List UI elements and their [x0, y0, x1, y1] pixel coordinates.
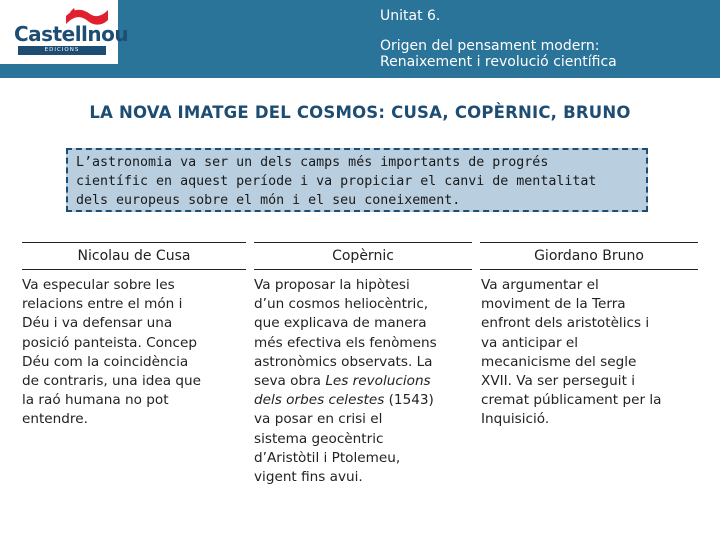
text-line: la raó humana no pot	[22, 392, 169, 409]
intro-line: L’astronomia va ser un dels camps més importants de progrés	[76, 155, 549, 170]
column-heading-cusa: Nicolau de Cusa	[22, 242, 246, 270]
unit-label: Unitat 6.	[380, 8, 441, 24]
text-line: relacions entre el món i	[22, 296, 183, 313]
text-line	[254, 372, 474, 391]
text-line: mecanicisme del segle	[481, 353, 637, 370]
text-line: va anticipar el	[481, 334, 579, 351]
text-line: posició panteista. Concep	[22, 334, 198, 351]
text-line: XVII. Va ser perseguit i	[481, 373, 635, 390]
intro-line: dels europeus sobre el món i el seu coneixement.	[76, 193, 461, 208]
intro-line: científic en aquest període i va propiciar el canvi de mentalitat	[76, 174, 597, 189]
text-fragment: (1543)	[384, 392, 434, 409]
text-line: més efectiva els fenòmens	[254, 334, 437, 351]
logo-name: Castellnou	[14, 22, 129, 46]
text-line: entendre.	[22, 411, 88, 428]
text-line: Va proposar la hipòtesi	[254, 277, 410, 293]
text-line: va posar en crisi el	[254, 411, 383, 428]
text-line: de contraris, una idea que	[22, 373, 201, 390]
column-heading-copernic: Copèrnic	[254, 242, 472, 270]
text-line: Va especular sobre les	[22, 277, 175, 293]
publisher-logo	[0, 0, 129, 64]
text-line: cremat públicament per la	[481, 392, 662, 409]
text-line: astronòmics observats. La	[254, 353, 433, 370]
text-line: d’un cosmos heliocèntric,	[254, 296, 429, 313]
text-line: d’Aristòtil i Ptolemeu,	[254, 449, 401, 466]
text-line: sistema geocèntric	[254, 430, 384, 447]
text-line	[254, 391, 474, 410]
text-line: Déu com la coincidència	[22, 353, 189, 370]
column-text-copernic	[254, 276, 474, 487]
text-line: enfront dels aristotèlics i	[481, 315, 650, 332]
subtitle-line-1: Origen del pensament modern:	[380, 37, 600, 54]
header-info	[380, 8, 617, 71]
page-title: LA NOVA IMATGE DEL COSMOS: CUSA, COPÈRNIC, BRUNO	[89, 103, 631, 122]
text-line: Va argumentar el	[481, 277, 599, 293]
text-line: vigent fins avui.	[254, 469, 363, 486]
column-text-cusa	[22, 276, 248, 430]
column-heading-bruno: Giordano Bruno	[480, 242, 698, 270]
intro-box	[66, 148, 648, 212]
book-title-part-2: dels orbes celestes	[254, 392, 385, 409]
text-line: moviment de la Terra	[481, 296, 626, 313]
logo-subtitle: EDICIONS	[18, 46, 106, 55]
subtitle-line-2: Renaixement i revolució científica	[380, 54, 617, 70]
text-line: Déu i va defensar una	[22, 315, 173, 332]
text-line: que explicava de manera	[254, 315, 427, 332]
text-fragment: seva obra	[254, 373, 326, 390]
text-line: Inquisició.	[481, 411, 550, 428]
book-title-part-1: Les revolucions	[325, 373, 431, 390]
column-text-bruno	[481, 276, 701, 430]
